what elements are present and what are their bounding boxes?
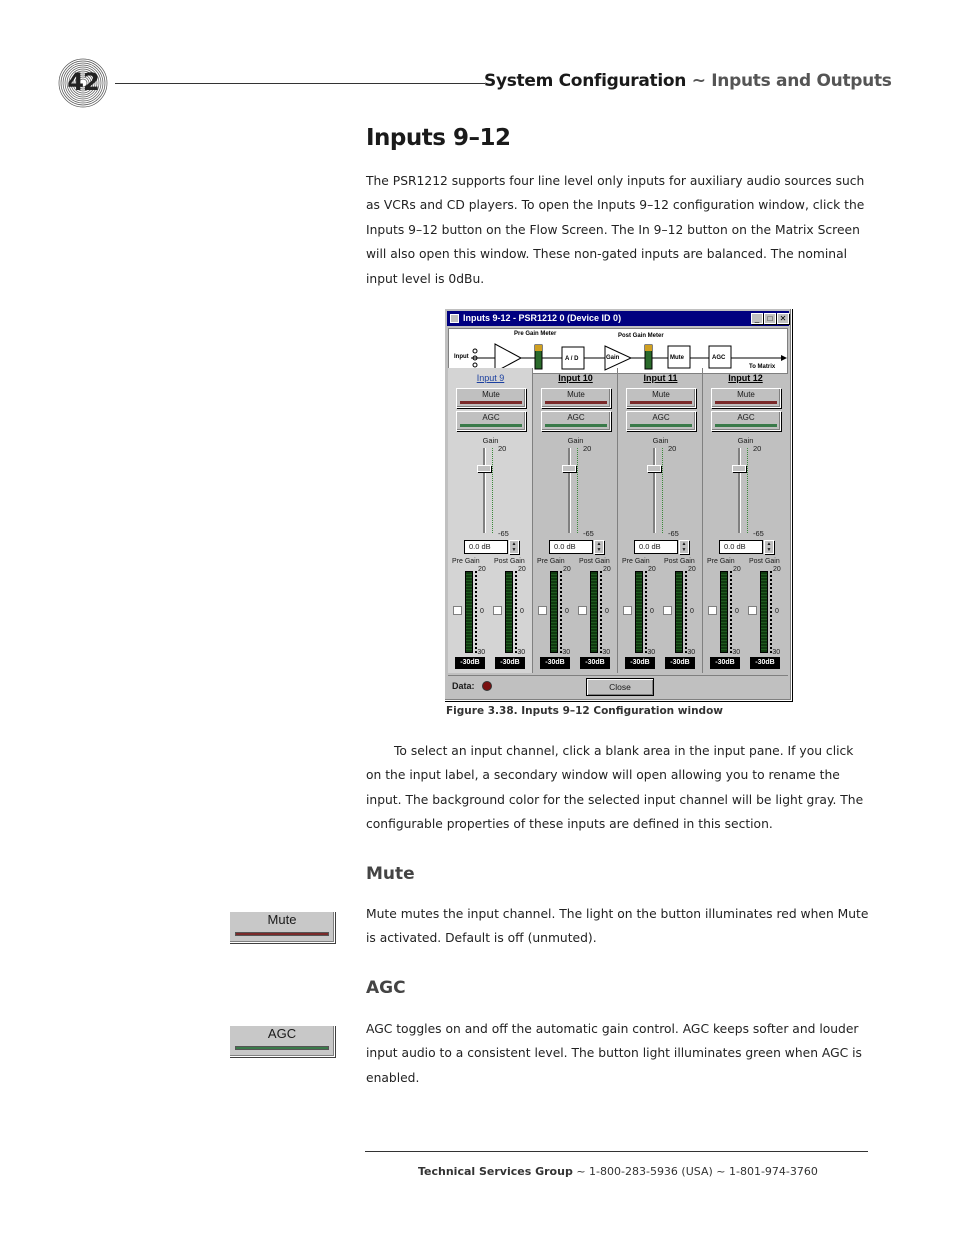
pre-gain-checkbox[interactable] [623,606,632,615]
agc-example-label: AGC [267,1026,297,1041]
agc-button-label: AGC [482,413,500,422]
post-meter-top: 20 [688,566,696,573]
post-meter-top: 20 [603,566,611,573]
pre-meter-bottom: -30 [730,649,741,656]
pre-meter-bottom: -30 [645,649,656,656]
gain-fader-track [653,448,656,533]
post-meter-bottom: -30 [770,649,781,656]
mute-button-label: Mute [652,390,670,399]
maximize-icon[interactable]: □ [764,313,776,324]
mute-button-label: Mute [567,390,585,399]
input-pane-10[interactable] [533,368,618,673]
mute-light [460,401,522,404]
data-label: Data: [452,681,475,691]
post-peak-readout: -30dB [580,657,610,669]
running-header [484,71,892,91]
flow-pre-gain-meter-label: Pre Gain Meter [514,331,557,337]
page-number: 42 [67,68,99,96]
gain-label: Gain [482,436,499,445]
pre-meter-mid: 0 [480,608,484,615]
agc-button[interactable] [456,411,526,431]
post-gain-meter [675,571,683,653]
pre-peak-readout: -30dB [540,657,570,669]
gain-min: -65 [583,529,594,538]
input-label-11[interactable]: Input 11 [643,373,678,383]
gain-spinner[interactable]: ▲ ▼ [594,540,604,554]
post-peak-readout: -30dB [750,657,780,669]
gain-label: Gain [567,436,584,445]
post-gain-label: Post Gain [579,558,610,565]
gain-fader-handle[interactable] [562,465,576,472]
minimize-icon[interactable]: _ [751,313,763,324]
mute-light [630,401,692,404]
header-subsection: Inputs and Outputs [711,71,892,91]
gain-value-field[interactable]: 0.0 dB [634,540,678,554]
gain-spinner[interactable]: ▲ ▼ [679,540,689,554]
flow-agc-label: AGC [712,355,726,361]
agc-example-button [229,1025,335,1057]
post-gain-ticks [600,571,602,653]
select-paragraph: To select an input channel, click a blank area in the input pane. If you click on the input label, a secondary window will open allowing you to rename the input. The background color for the selected input channel will be light gray. The configurable properties of these inputs are defined in this section. [366,744,864,832]
pre-peak-readout: -30dB [455,657,485,669]
post-gain-meter [590,571,598,653]
post-meter-bottom: -30 [685,649,696,656]
header-separator: ~ [691,71,706,91]
gain-fader-track [483,448,486,533]
gain-fader-track [738,448,741,533]
footer [418,1165,818,1178]
flow-mute-label: Mute [670,355,684,361]
mute-example-label: Mute [267,912,297,927]
flow-ad-label: A / D [565,356,579,362]
gain-value-field[interactable]: 0.0 dB [549,540,593,554]
intro-paragraph: The PSR1212 supports four line level only inputs for auxiliary audio sources such as VCRs and CD players. To open the Inputs 9–12 configuration window, click the Inputs 9–12 button on the Flow Screen. The In 9–12 button on the Matrix Screen will also open this window. These non-gated inputs are balanced. The nominal input level is 0dBu. [366,174,865,286]
gain-max: 20 [753,444,762,453]
gain-fader-scale [662,448,665,533]
post-gain-checkbox[interactable] [493,606,502,615]
pre-meter-mid: 0 [650,608,654,615]
mute-light [715,401,777,404]
gain-max: 20 [583,444,592,453]
agc-button[interactable] [626,411,696,431]
pre-gain-label: Pre Gain [622,558,650,565]
agc-light [715,424,777,427]
pre-meter-bottom: -30 [560,649,571,656]
gain-fader-handle[interactable] [732,465,746,472]
pre-gain-meter [720,571,728,653]
post-gain-ticks [515,571,517,653]
post-gain-checkbox[interactable] [748,606,757,615]
post-meter-mid: 0 [775,608,779,615]
agc-button[interactable] [711,411,781,431]
post-gain-label: Post Gain [749,558,780,565]
agc-paragraph: AGC toggles on and off the automatic gain control. AGC keeps softer and louder input audio to a consistent level. The button light illuminates green when AGC is enabled. [366,1022,862,1085]
mute-light [545,401,607,404]
post-peak-readout: -30dB [495,657,525,669]
pre-meter-mid: 0 [735,608,739,615]
gain-fader-handle[interactable] [647,465,661,472]
gain-min: -65 [498,529,509,538]
post-gain-label: Post Gain [664,558,695,565]
header-section: System Configuration [484,71,687,91]
pre-meter-bottom: -30 [475,649,486,656]
input-pane-11[interactable] [618,368,703,673]
post-gain-checkbox[interactable] [663,606,672,615]
input-pane-9[interactable] [448,368,533,673]
mute-example-light [235,932,329,936]
pre-gain-ticks [475,571,477,653]
gain-fader-scale [577,448,580,533]
pre-gain-label: Pre Gain [537,558,565,565]
post-gain-ticks [685,571,687,653]
pre-gain-checkbox[interactable] [708,606,717,615]
gain-label: Gain [652,436,669,445]
gain-spinner[interactable]: ▲ ▼ [509,540,519,554]
input-label-10[interactable]: Input 10 [558,373,593,383]
gain-fader-track [568,448,571,533]
gain-value-field[interactable]: 0.0 dB [719,540,763,554]
mute-button[interactable] [711,388,781,408]
agc-example-light [235,1046,329,1050]
footer-rule [365,1151,868,1152]
input-panes [448,368,788,673]
gain-label: Gain [737,436,754,445]
post-gain-meter [505,571,513,653]
pre-meter-top: 20 [648,566,656,573]
close-button[interactable]: Close [586,678,654,696]
agc-button-label: AGC [652,413,670,422]
pre-gain-ticks [645,571,647,653]
gain-fader-scale [492,448,495,533]
footer-org: Technical Services Group [418,1165,573,1178]
input-pane-12[interactable] [703,368,788,673]
mute-button[interactable] [626,388,696,408]
mute-button[interactable] [541,388,611,408]
mute-paragraph: Mute mutes the input channel. The light on the button illuminates red when Mute is activated. Default is off (unmuted). [366,907,869,946]
pre-gain-label: Pre Gain [452,558,480,565]
post-meter-top: 20 [518,566,526,573]
pre-gain-label: Pre Gain [707,558,735,565]
agc-heading: AGC [366,978,406,998]
inputs-config-window [444,308,792,701]
flow-post-gain-meter-label: Post Gain Meter [618,333,664,339]
agc-light [630,424,692,427]
pre-gain-meter [635,571,643,653]
pre-gain-checkbox[interactable] [538,606,547,615]
pre-meter-mid: 0 [565,608,569,615]
footer-phones: ~ 1-800-283-5936 (USA) ~ 1-801-974-3760 [576,1165,818,1178]
post-meter-top: 20 [773,566,781,573]
flow-gain-label: Gain [606,355,620,361]
gain-value-field[interactable]: 0.0 dB [464,540,508,554]
window-title: Inputs 9-12 - PSR1212 0 (Device ID 0) [463,313,622,323]
gain-spinner[interactable]: ▲ ▼ [764,540,774,554]
gain-fader-scale [747,448,750,533]
close-icon[interactable]: ✕ [777,313,789,324]
pre-peak-readout: -30dB [710,657,740,669]
agc-light [460,424,522,427]
post-gain-meter [760,571,768,653]
pre-gain-ticks [730,571,732,653]
post-peak-readout: -30dB [665,657,695,669]
input-label-9[interactable]: Input 9 [476,373,505,383]
pre-meter-top: 20 [563,566,571,573]
header-rule [115,83,485,84]
input-label-12[interactable]: Input 12 [728,373,763,383]
pre-peak-readout: -30dB [625,657,655,669]
gain-max: 20 [498,444,507,453]
pre-gain-checkbox[interactable] [453,606,462,615]
mute-button-label: Mute [482,390,500,399]
mute-example-button [229,911,335,943]
post-meter-bottom: -30 [515,649,526,656]
gain-min: -65 [753,529,764,538]
mute-button-label: Mute [737,390,755,399]
page-title: Inputs 9–12 [366,125,511,151]
agc-button[interactable] [541,411,611,431]
agc-button-label: AGC [737,413,755,422]
page-number-badge [58,58,108,108]
post-gain-label: Post Gain [494,558,525,565]
pre-gain-ticks [560,571,562,653]
agc-light [545,424,607,427]
gain-max: 20 [668,444,677,453]
data-led-icon [482,681,492,691]
app-icon [450,314,459,323]
mute-button[interactable] [456,388,526,408]
post-meter-bottom: -30 [600,649,611,656]
flow-to-matrix-label: To Matrix [749,364,776,370]
mute-heading: Mute [366,864,415,884]
post-gain-ticks [770,571,772,653]
gain-min: -65 [668,529,679,538]
post-gain-checkbox[interactable] [578,606,587,615]
window-titlebar [447,311,789,326]
pre-meter-top: 20 [478,566,486,573]
post-meter-mid: 0 [690,608,694,615]
window-status-bar [448,675,788,697]
post-meter-mid: 0 [520,608,524,615]
pre-meter-top: 20 [733,566,741,573]
pre-gain-meter [465,571,473,653]
post-meter-mid: 0 [605,608,609,615]
gain-fader-handle[interactable] [477,465,491,472]
agc-button-label: AGC [567,413,585,422]
figure-caption: Figure 3.38. Inputs 9–12 Configuration window [446,705,723,717]
pre-gain-meter [550,571,558,653]
flow-input-label: Input [454,354,469,360]
